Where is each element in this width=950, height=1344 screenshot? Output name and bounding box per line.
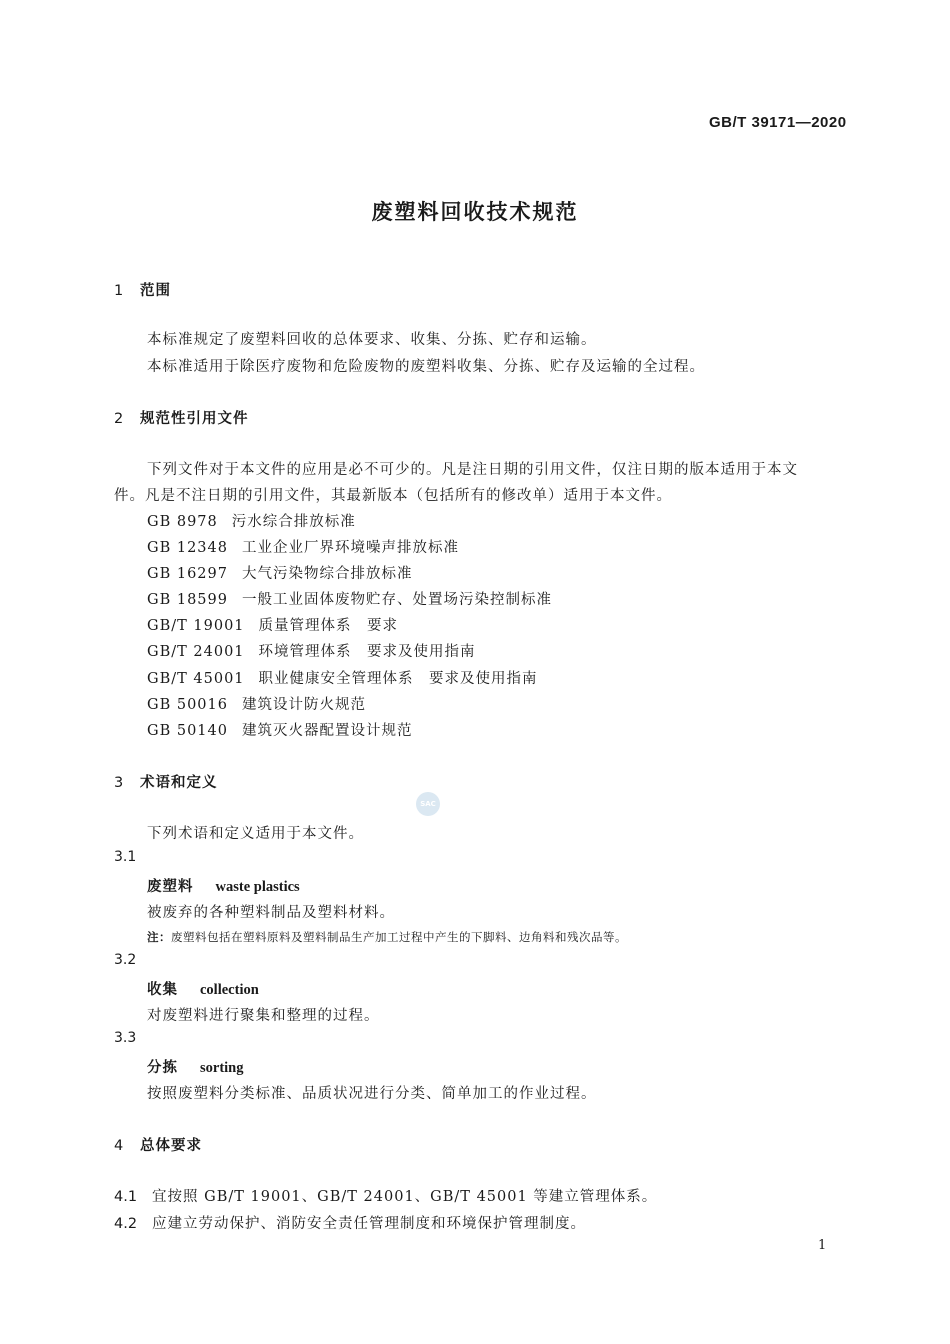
note-text: 废塑料包括在塑料原料及塑料制品生产加工过程中产生的下脚料、边角料和残次品等。 bbox=[171, 930, 627, 944]
section-title: 范围 bbox=[140, 283, 171, 299]
paragraph-continuation: 件。凡是不注日期的引用文件，其最新版本（包括所有的修改单）适用于本文件。 bbox=[114, 488, 672, 504]
reference-item bbox=[147, 719, 412, 740]
document-title: 废塑料回收技术规范 bbox=[371, 200, 579, 224]
clause-text: 宜按照 GB/T 19001、GB/T 24001、GB/T 45001 等建立管理体系。 bbox=[152, 1189, 658, 1205]
reference-item bbox=[147, 588, 552, 609]
paragraph: 下列术语和定义适用于本文件。 bbox=[147, 826, 364, 842]
reference-title: 工业企业厂界环境噪声排放标准 bbox=[241, 540, 459, 556]
section-2-heading bbox=[114, 407, 249, 428]
sac-watermark-logo: SAC bbox=[416, 792, 440, 816]
reference-title: 建筑灭火器配置设计规范 bbox=[241, 723, 413, 739]
section-1-heading bbox=[114, 279, 171, 300]
section-title: 总体要求 bbox=[140, 1138, 202, 1154]
reference-title: 一般工业固体废物贮存、处置场污染控制标准 bbox=[241, 592, 552, 608]
reference-item bbox=[147, 536, 459, 557]
section-title: 术语和定义 bbox=[140, 775, 218, 791]
term-number: 3.1 bbox=[114, 849, 137, 865]
reference-item bbox=[147, 640, 476, 661]
reference-code: GB/T 45001 bbox=[147, 671, 245, 687]
section-number: 3 bbox=[114, 775, 125, 791]
paragraph: 本标准规定了废塑料回收的总体要求、收集、分拣、贮存和运输。 bbox=[147, 332, 597, 348]
section-3-heading bbox=[114, 771, 218, 792]
reference-code: GB 12348 bbox=[147, 540, 228, 556]
section-number: 2 bbox=[114, 411, 125, 427]
standard-code: GB/T 39171—2020 bbox=[709, 114, 847, 131]
reference-code: GB 50140 bbox=[147, 723, 228, 739]
reference-title: 污水综合排放标准 bbox=[231, 514, 356, 530]
clause bbox=[114, 1185, 657, 1206]
reference-title: 环境管理体系 要求及使用指南 bbox=[258, 644, 476, 660]
clause bbox=[114, 1212, 586, 1233]
reference-title: 质量管理体系 要求 bbox=[258, 618, 399, 634]
note-label: 注： bbox=[147, 930, 171, 944]
page-number: 1 bbox=[818, 1238, 827, 1253]
term-chinese: 废塑料 bbox=[147, 879, 194, 895]
term-note bbox=[147, 929, 627, 945]
reference-code: GB/T 19001 bbox=[147, 618, 245, 634]
paragraph: 本标准适用于除医疗废物和危险废物的废塑料收集、分拣、贮存及运输的全过程。 bbox=[147, 359, 705, 375]
term-chinese: 收集 bbox=[147, 982, 178, 998]
reference-item bbox=[147, 510, 356, 531]
section-number: 4 bbox=[114, 1138, 125, 1154]
term-definition: 被废弃的各种塑料制品及塑料材料。 bbox=[147, 905, 395, 921]
term-definition: 按照废塑料分类标准、品质状况进行分类、简单加工的作业过程。 bbox=[147, 1086, 597, 1102]
reference-code: GB 18599 bbox=[147, 592, 228, 608]
reference-title: 建筑设计防火规范 bbox=[241, 697, 366, 713]
term-definition: 对废塑料进行聚集和整理的过程。 bbox=[147, 1008, 380, 1024]
term-english: collection bbox=[200, 982, 259, 998]
reference-code: GB 16297 bbox=[147, 566, 228, 582]
term-english: waste plastics bbox=[215, 879, 300, 895]
reference-item bbox=[147, 667, 538, 688]
section-number: 1 bbox=[114, 283, 125, 299]
reference-item bbox=[147, 562, 412, 583]
term-number: 3.3 bbox=[114, 1030, 137, 1046]
clause-number: 4.1 bbox=[114, 1189, 138, 1205]
term-heading bbox=[147, 978, 259, 999]
reference-code: GB 8978 bbox=[147, 514, 218, 530]
reference-title: 大气污染物综合排放标准 bbox=[241, 566, 413, 582]
term-chinese: 分拣 bbox=[147, 1060, 178, 1076]
term-number: 3.2 bbox=[114, 952, 137, 968]
clause-number: 4.2 bbox=[114, 1216, 138, 1232]
reference-code: GB 50016 bbox=[147, 697, 228, 713]
section-title: 规范性引用文件 bbox=[140, 411, 249, 427]
reference-code: GB/T 24001 bbox=[147, 644, 245, 660]
reference-item bbox=[147, 693, 366, 714]
term-heading bbox=[147, 1056, 244, 1077]
clause-text: 应建立劳动保护、消防安全责任管理制度和环境保护管理制度。 bbox=[152, 1216, 586, 1232]
paragraph: 下列文件对于本文件的应用是必不可少的。凡是注日期的引用文件，仅注日期的版本适用于本文 bbox=[147, 462, 798, 478]
term-heading bbox=[147, 875, 300, 896]
term-english: sorting bbox=[200, 1060, 244, 1076]
reference-title: 职业健康安全管理体系 要求及使用指南 bbox=[258, 671, 538, 687]
reference-item bbox=[147, 614, 398, 635]
section-4-heading bbox=[114, 1134, 202, 1155]
